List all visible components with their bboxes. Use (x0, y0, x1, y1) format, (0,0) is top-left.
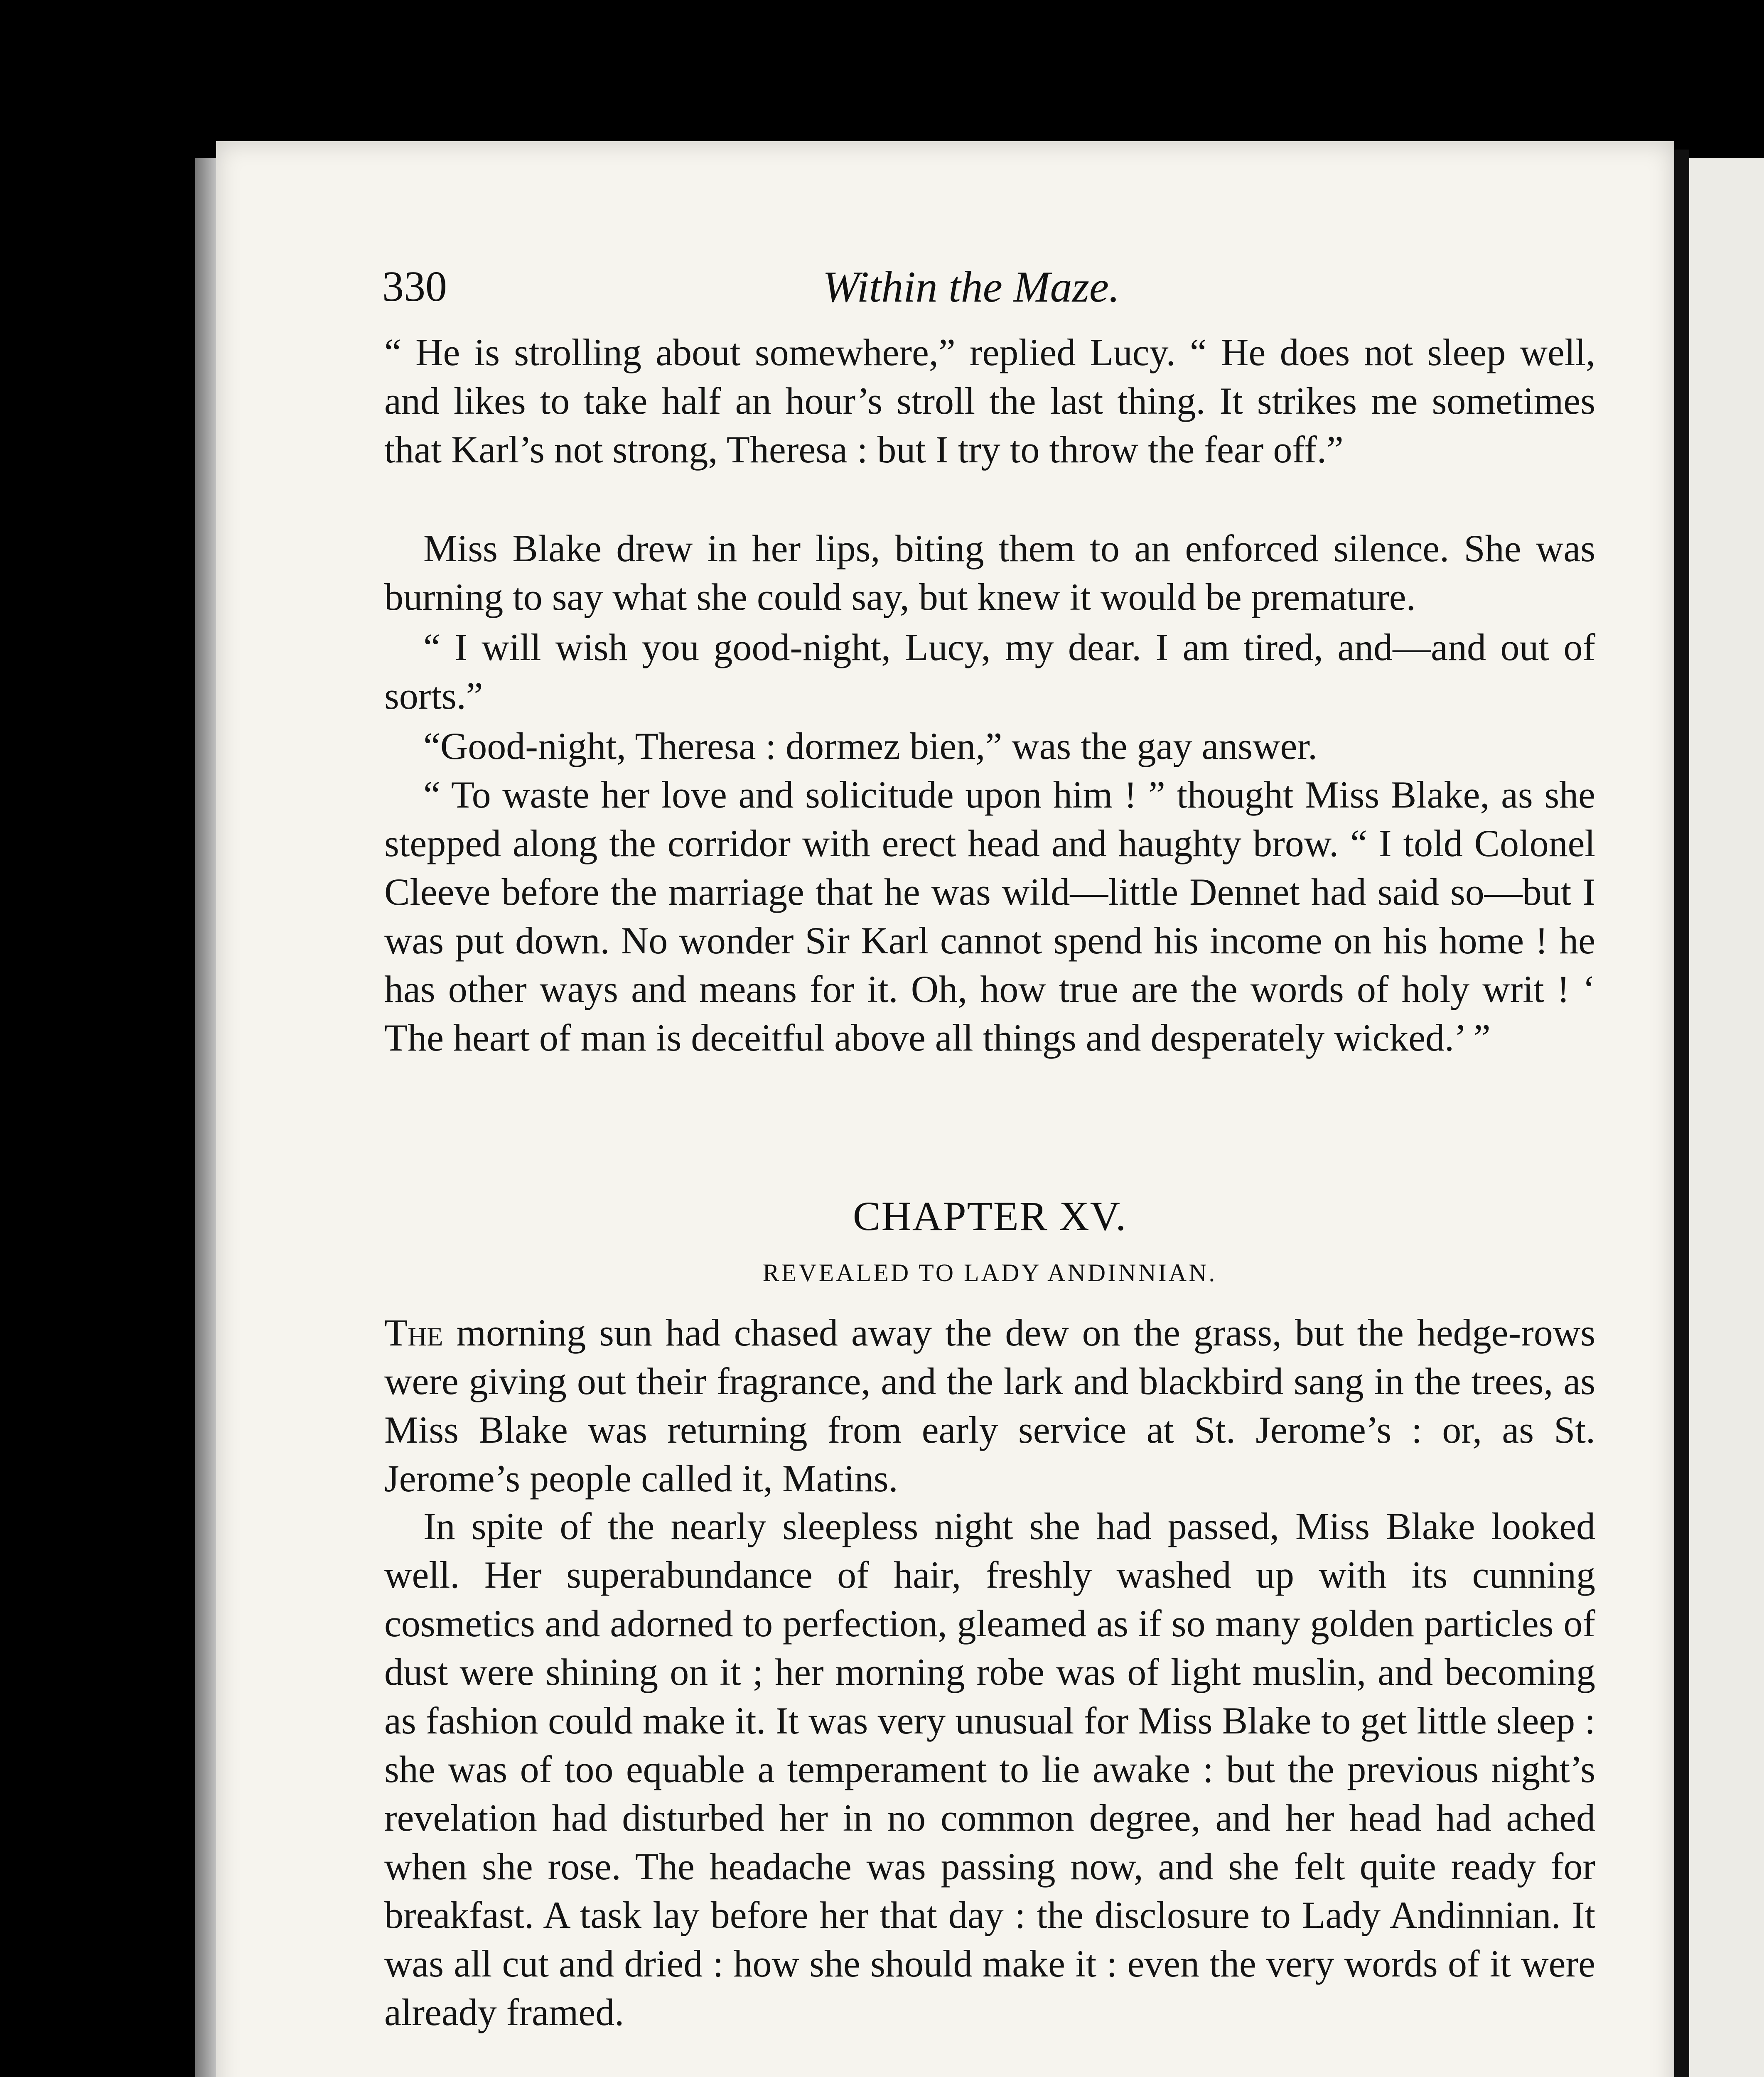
page-number: 330 (382, 263, 447, 310)
book-gutter (1674, 150, 1689, 2077)
running-title: Within the Maze. (823, 263, 1120, 311)
paragraph-5: “ To waste her love and solicitude upon him ! ” thought Miss Blake, as she stepped along the corridor with erect head and haughty brow. “ I told Colonel Cleeve before the marriage that he was wild—little Dennet had said so—but I was put down. No wonder Sir Karl cannot spend his income on his home ! he has other ways and means for it. Oh, how true are the words of holy writ ! ‘ The heart of man is deceitful above all things and desperately wicked.’ ” (384, 773, 1595, 1059)
paragraph-2: Miss Blake drew in her lips, biting them to an enforced silence. She was burning to say what she could say, but knew it would be premature. (384, 527, 1595, 618)
paragraph-1: “ He is strolling about somewhere,” replied Lucy. “ He does not sleep well, and likes to take half an hour’s stroll the last thing. It strikes me sometimes that Karl’s not strong, Theresa : but I try to throw the fear off.” (384, 331, 1595, 471)
page-header (382, 262, 1595, 320)
paragraph-3: “ I will wish you good-night, Lucy, my dear. I am tired, and—and out of sorts.” (384, 626, 1595, 717)
facing-page-edge (1689, 158, 1764, 2077)
chapter-subtitle: REVEALED TO LADY ANDINNIAN. (762, 1259, 1217, 1286)
opening-paragraph-text: morning sun had chased away the dew on the grass, but the hedge-rows were giving out their fragrance, and the lark and blackbird sang in the trees, as Miss Blake was returning from early service at St. Jerome’s : or, as St. Jerome’s people called it, Matins. (384, 1311, 1595, 1500)
chapter-title: CHAPTER XV. (853, 1193, 1127, 1239)
paragraph-4: “Good-night, Theresa : dormez bien,” was the gay answer. (423, 725, 1317, 767)
drop-lead-word: The (384, 1311, 443, 1354)
chapter-opening-paragraph (384, 1309, 1595, 1503)
paragraph-7: In spite of the nearly sleepless night she had passed, Miss Blake looked well. Her superabundance of hair, freshly washed up with its cunning cosmetics and adorned to perfection, gleamed as if so many golden particles of dust were shining on it ; her morning robe was of light muslin, and becoming as fashion could make it. It was very unusual for Miss Blake to get little sleep : she was of too equable a temperament to lie awake : but the previous night’s revelation had disturbed her in no common degree, and her head had ached when she rose. The headache was passing now, and she felt quite ready for breakfast. A task lay before her that day : the disclosure to Lady Andinnian. It was all cut and dried : how she should make it : even the very words of it were already framed. (384, 1505, 1595, 2033)
